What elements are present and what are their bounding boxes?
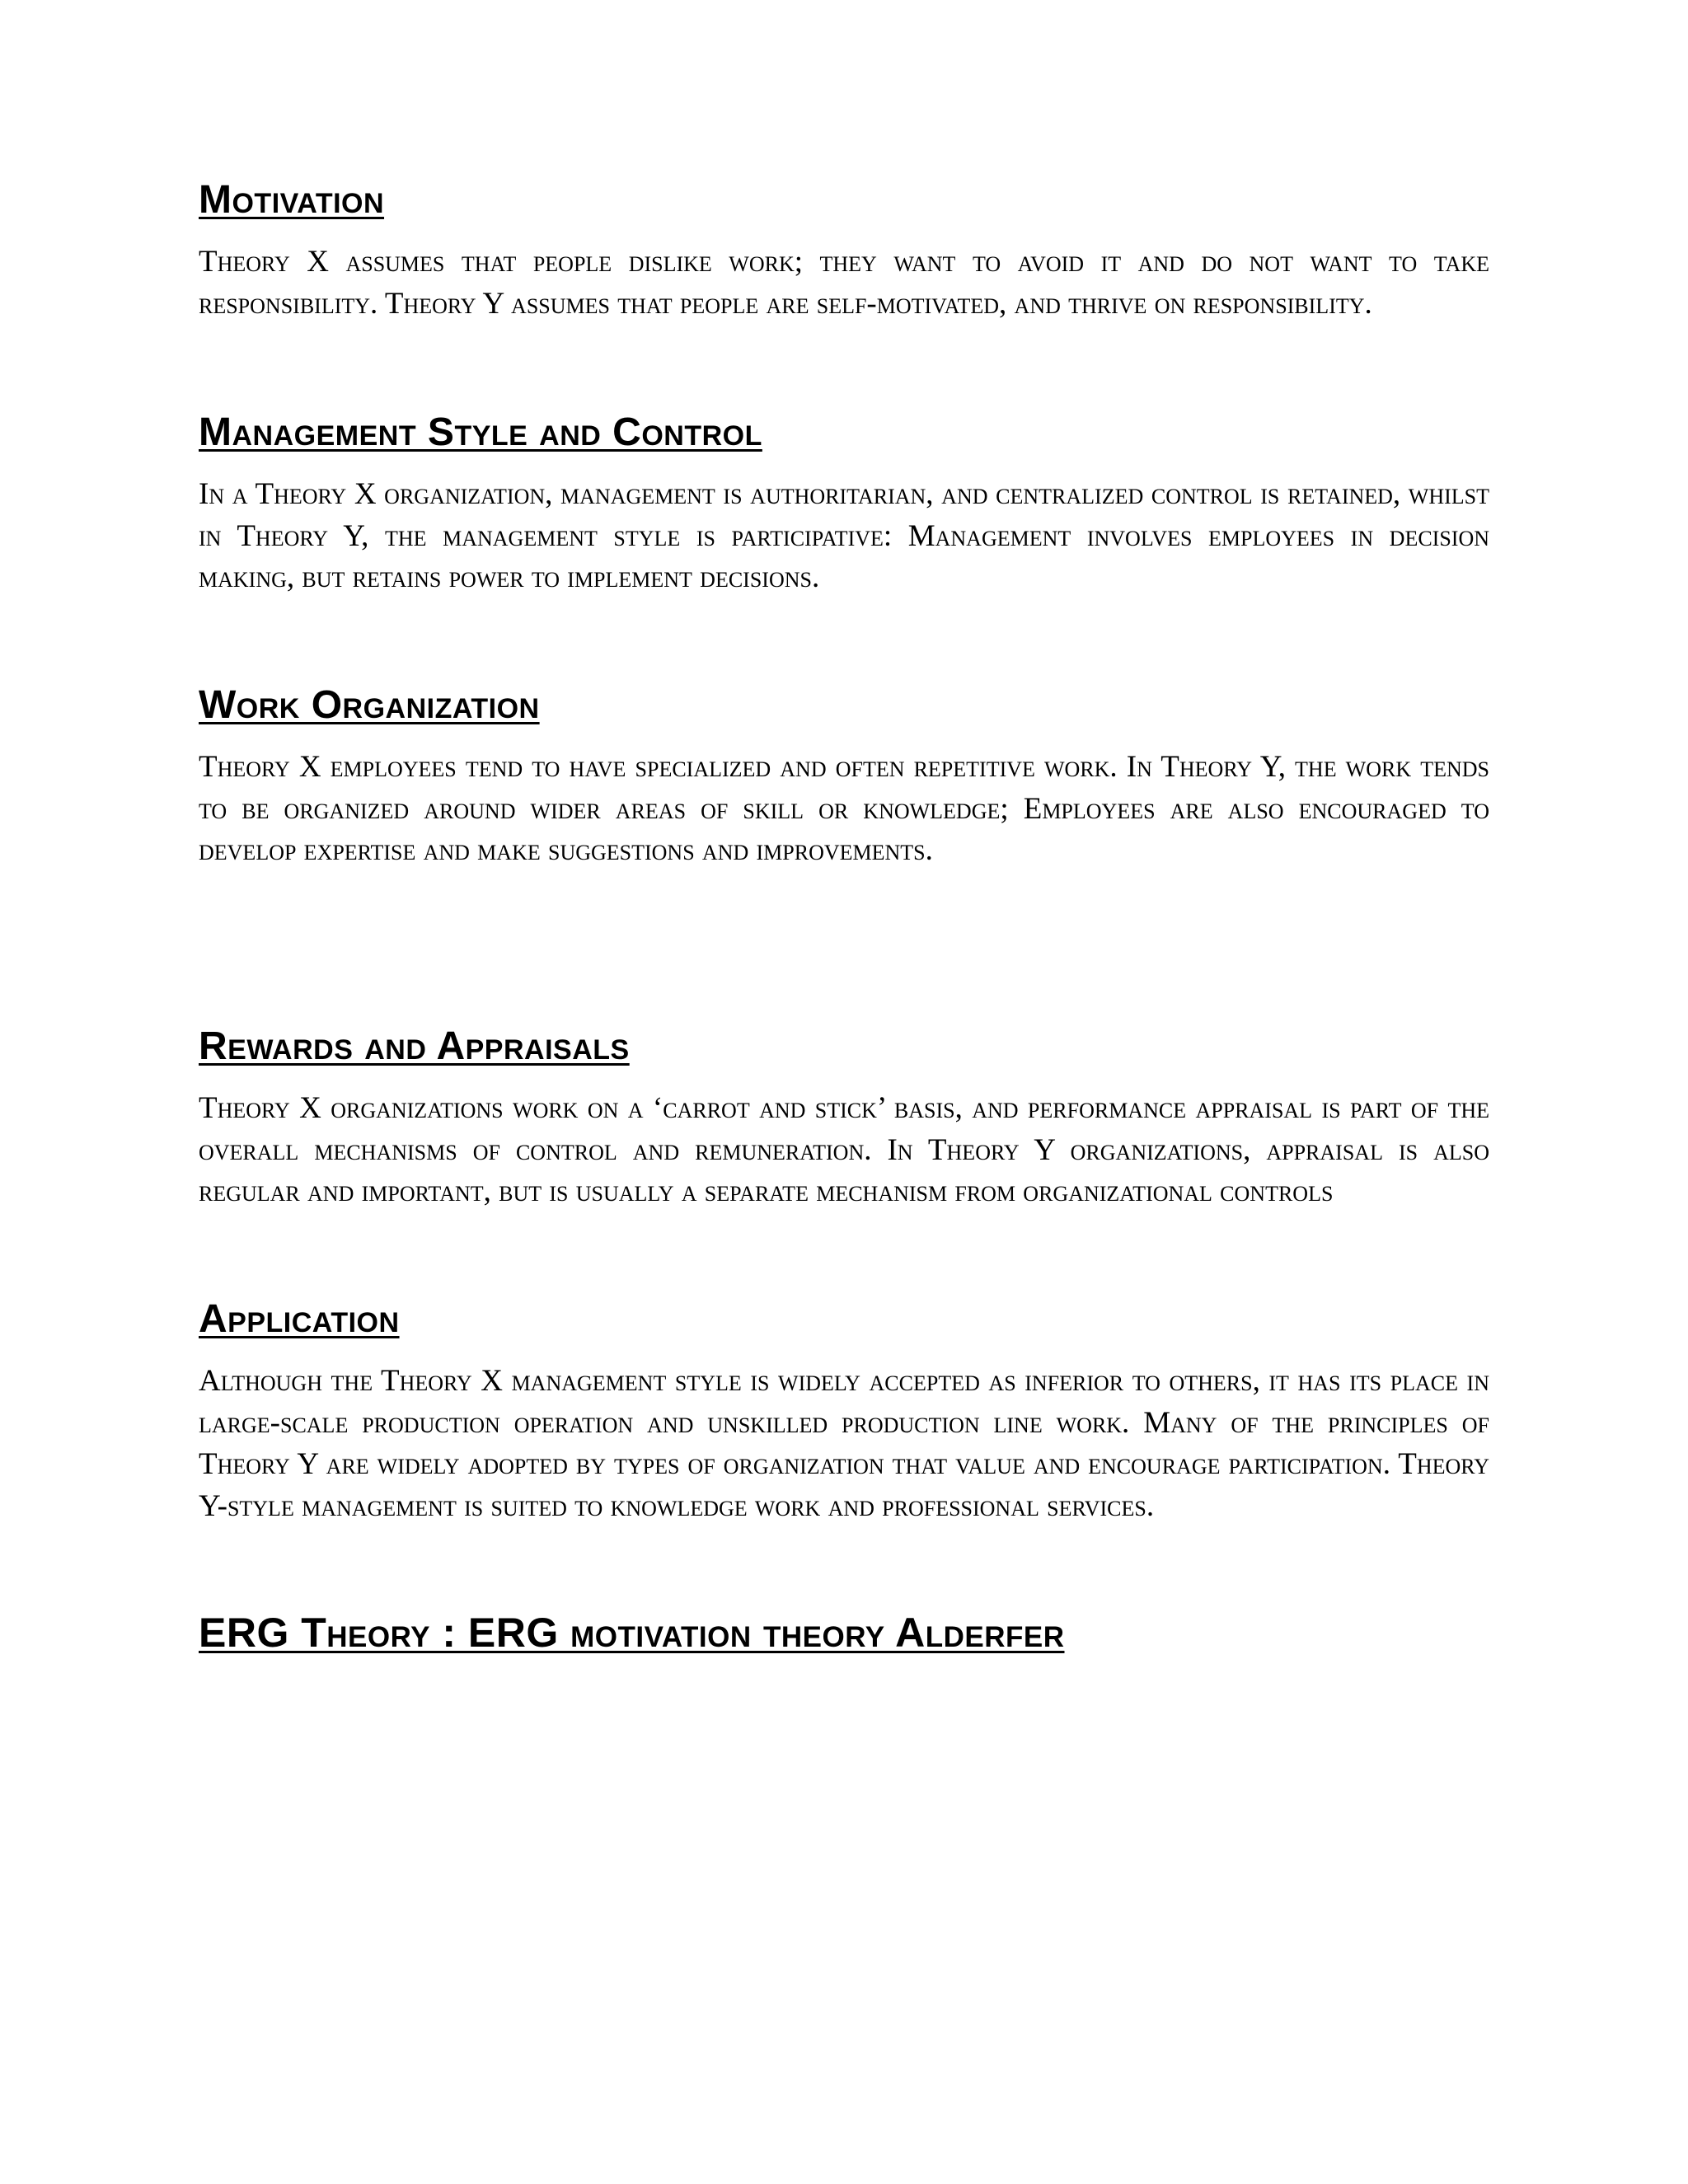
final-heading: ERG Theory : ERG motivation theory Alderfer <box>199 1610 1065 1656</box>
section-erg-theory <box>199 1610 1489 1674</box>
section-body: Although the Theory X management style is widely accepted as inferior to others, it has its place in large-scale production operation and unskilled production line work. Many of the principles of Theory Y are widely adopted by types of organization that value and encourage participation. Theory Y-style management is suited to knowledge work and professional services. <box>199 1364 1489 1523</box>
section-heading: Management Style and Control <box>199 410 762 454</box>
section-heading: Rewards and Appraisals <box>199 1024 630 1068</box>
section-heading: Work Organization <box>199 683 540 727</box>
section-body: In a Theory X organization, management is authoritarian, and centralized control is retained, whilst in Theory Y, the management style is participative: Management involves employees in decision making, but retains power to implement decisions. <box>199 477 1489 594</box>
section-work-organization <box>199 682 1489 872</box>
section-heading: Motivation <box>199 178 385 222</box>
section-motivation <box>199 177 1489 325</box>
section-body: Theory X assumes that people dislike work; they want to avoid it and do not want to take responsibility. Theory Y assumes that people are self-motivated, and thrive on responsibility. <box>199 245 1489 321</box>
section-application <box>199 1296 1489 1527</box>
section-heading: Application <box>199 1297 400 1341</box>
section-management-style <box>199 410 1489 599</box>
section-body: Theory X organizations work on a ‘carrot and stick’ basis, and performance appraisal is part of the overall mechanisms of control and remuneration. In Theory Y organizations, appraisal is also regular and important, but is usually a separate mechanism from organizational controls <box>199 1091 1489 1208</box>
section-rewards-appraisals <box>199 1024 1489 1213</box>
section-body: Theory X employees tend to have specialized and often repetitive work. In Theory Y, the work tends to be organized around wider areas of skill or knowledge; Employees are also encouraged to develop expertise and make suggestions and improvements. <box>199 750 1489 867</box>
